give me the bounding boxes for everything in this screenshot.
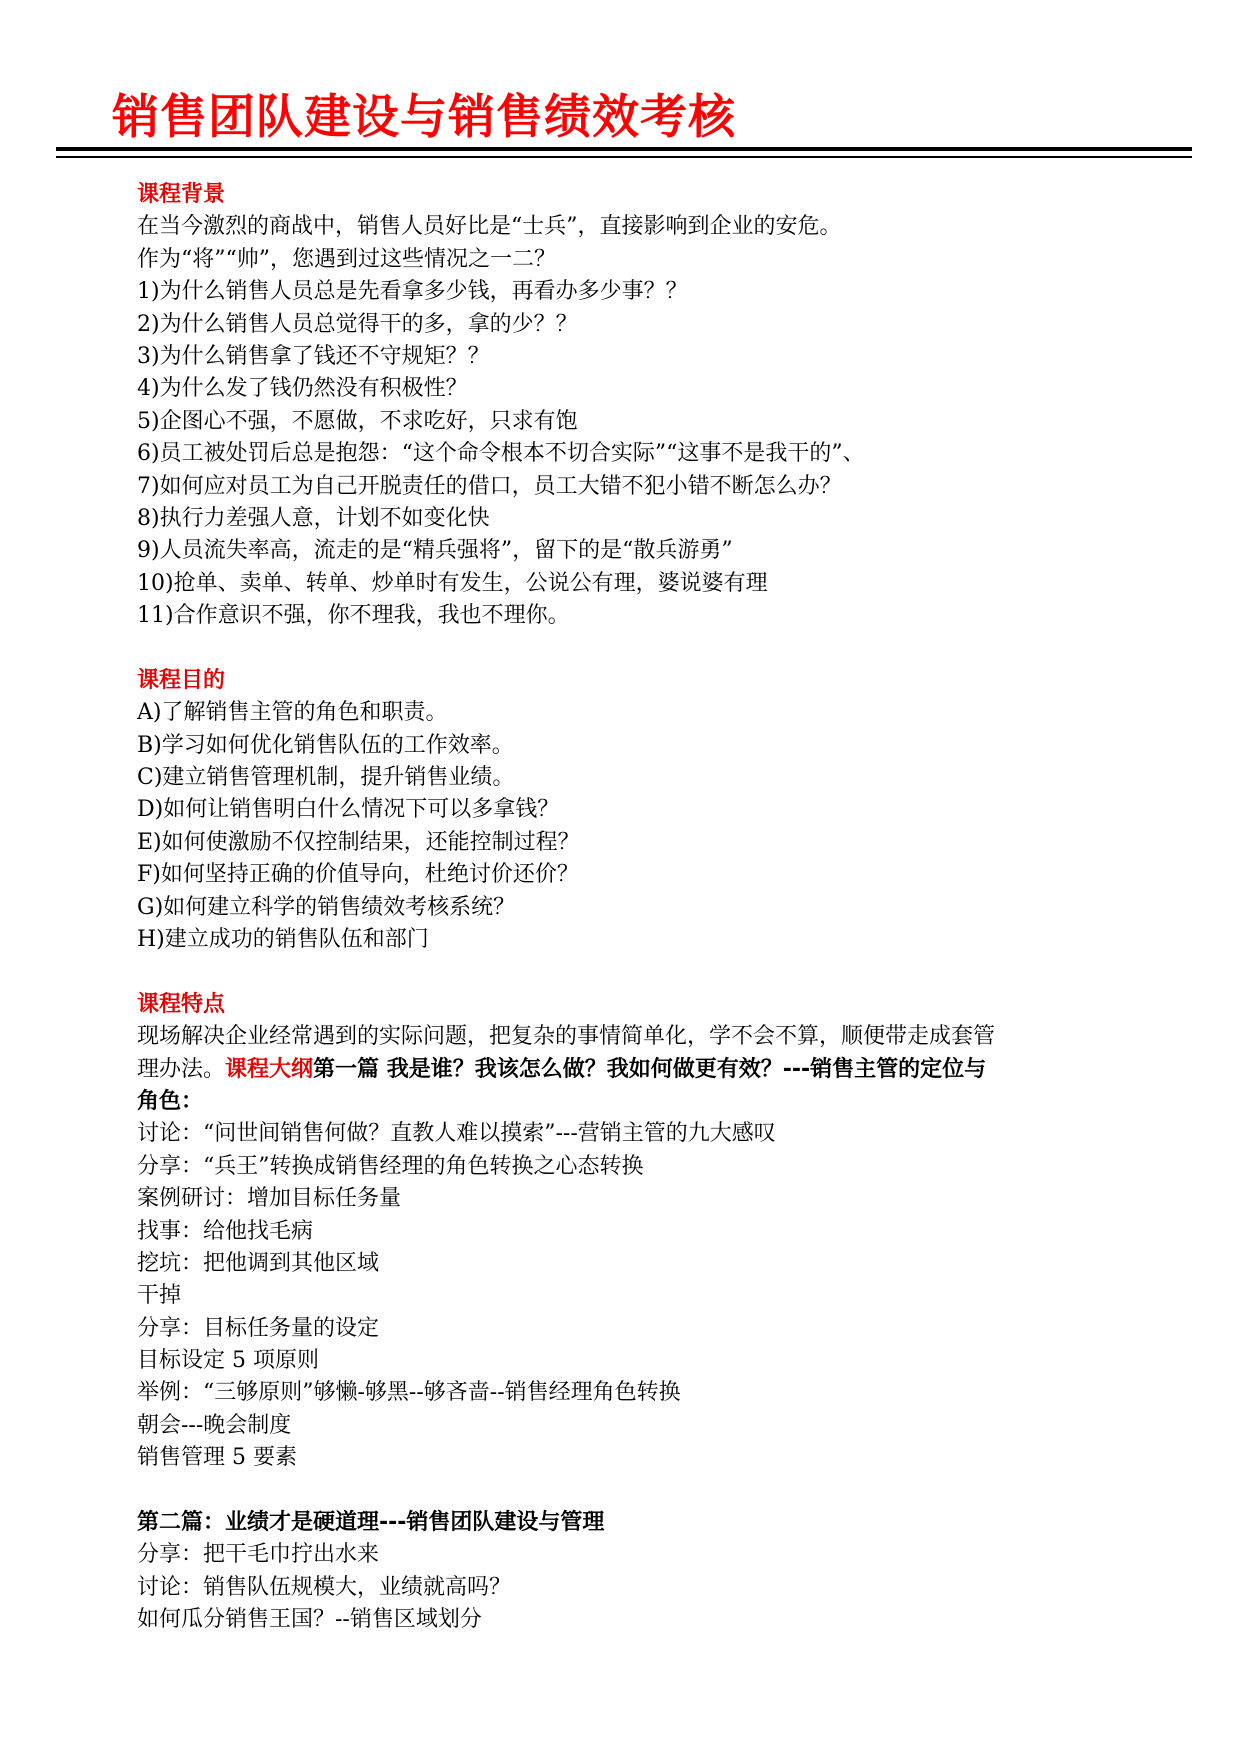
background-line: 9)人员流失率高，流走的是“精兵强将”，留下的是“散兵游勇” — [137, 538, 733, 564]
background-line: 5)企图心不强，不愿做，不求吃好，只求有饱 — [137, 408, 578, 434]
section-gap — [137, 956, 1137, 988]
objective-line: E)如何使激励不仅控制结果，还能控制过程？ — [137, 829, 580, 855]
part2-line: 如何瓜分销售王国？--销售区域划分 — [137, 1607, 482, 1633]
objective-line: D)如何让销售明白什么情况下可以多拿钱？ — [137, 797, 560, 823]
objective-line: G)如何建立科学的销售绩效考核系统？ — [137, 894, 516, 920]
part1-title: 第一篇 我是谁？我该怎么做？我如何做更有效？---销售主管的定位与 — [313, 1056, 987, 1082]
background-line: 1)为什么销售人员总是先看拿多少钱，再看办多少事？？ — [137, 279, 688, 305]
background-line: 在当今激烈的商战中，销售人员好比是“士兵”，直接影响到企业的安危。 — [137, 214, 842, 240]
part1-line: 找事：给他找毛病 — [137, 1218, 314, 1244]
features-text-line: 现场解决企业经常遇到的实际问题，把复杂的事情简单化，学不会不算，顺便带走成套管 — [137, 1024, 996, 1050]
background-line: 作为“将”“帅”，您遇到过这些情况之一二？ — [137, 246, 556, 272]
objective-line: B)学习如何优化销售队伍的工作效率。 — [137, 732, 514, 758]
background-line: 8)执行力差强人意，计划不如变化快 — [137, 505, 490, 531]
section-gap — [137, 1475, 1137, 1507]
section-heading-objectives: 课程目的 — [137, 667, 226, 693]
part2-title: 第二篇：业绩才是硬道理---销售团队建设与管理 — [137, 1510, 605, 1536]
part1-line: 干掉 — [137, 1283, 182, 1309]
section-heading-background: 课程背景 — [137, 182, 226, 207]
part1-line: 目标设定 5 项原则 — [137, 1348, 319, 1374]
part1-line: 案例研讨：增加目标任务量 — [137, 1186, 402, 1212]
background-line: 3)为什么销售拿了钱还不守规矩？？ — [137, 343, 490, 369]
document-title: 销售团队建设与销售绩效考核 — [112, 90, 736, 145]
background-line: 11)合作意识不强，你不理我，我也不理你。 — [137, 603, 570, 629]
background-line: 7)如何应对员工为自己开脱责任的借口，员工大错不犯小错不断怎么办？ — [137, 473, 842, 499]
document-body — [137, 179, 1137, 1637]
title-rule-thin — [56, 156, 1192, 158]
part1-line: 讨论：“问世间销售何做？直教人难以摸索”---营销主管的九大感叹 — [137, 1121, 776, 1147]
features-text-line — [137, 1054, 1137, 1086]
part1-line: 举例：“三够原则”够懒-够黑--够吝啬--销售经理角色转换 — [137, 1380, 681, 1406]
part2-line: 分享：把干毛巾拧出水来 — [137, 1542, 380, 1568]
objective-line: F)如何坚持正确的价值导向，杜绝讨价还价？ — [137, 862, 579, 888]
part1-line: 分享：目标任务量的设定 — [137, 1315, 380, 1341]
title-rule-thick — [56, 147, 1192, 151]
objective-line: A)了解销售主管的角色和职责。 — [137, 700, 448, 726]
section-heading-features: 课程特点 — [137, 991, 226, 1017]
part1-title-continued: 角色： — [137, 1088, 204, 1114]
features-text-end: 理办法。 — [137, 1056, 226, 1082]
background-line: 10)抢单、卖单、转单、炒单时有发生，公说公有理，婆说婆有理 — [137, 570, 768, 596]
part1-line: 分享：“兵王”转换成销售经理的角色转换之心态转换 — [137, 1153, 644, 1179]
part1-line: 挖坑：把他调到其他区域 — [137, 1250, 380, 1276]
objective-line: C)建立销售管理机制，提升销售业绩。 — [137, 765, 515, 791]
background-line: 4)为什么发了钱仍然没有积极性？ — [137, 376, 468, 402]
background-line: 2)为什么销售人员总觉得干的多，拿的少？？ — [137, 311, 578, 337]
section-gap — [137, 632, 1137, 664]
section-heading-outline: 课程大纲 — [225, 1056, 314, 1082]
part1-line: 销售管理 5 要素 — [137, 1445, 297, 1471]
part2-line: 讨论：销售队伍规模大，业绩就高吗？ — [137, 1574, 512, 1600]
objective-line: H)建立成功的销售队伍和部门 — [137, 926, 429, 952]
background-line: 6)员工被处罚后总是抱怨：“这个命令根本不切合实际”“这事不是我干的”、 — [137, 441, 865, 467]
part1-line: 朝会---晚会制度 — [137, 1412, 292, 1438]
